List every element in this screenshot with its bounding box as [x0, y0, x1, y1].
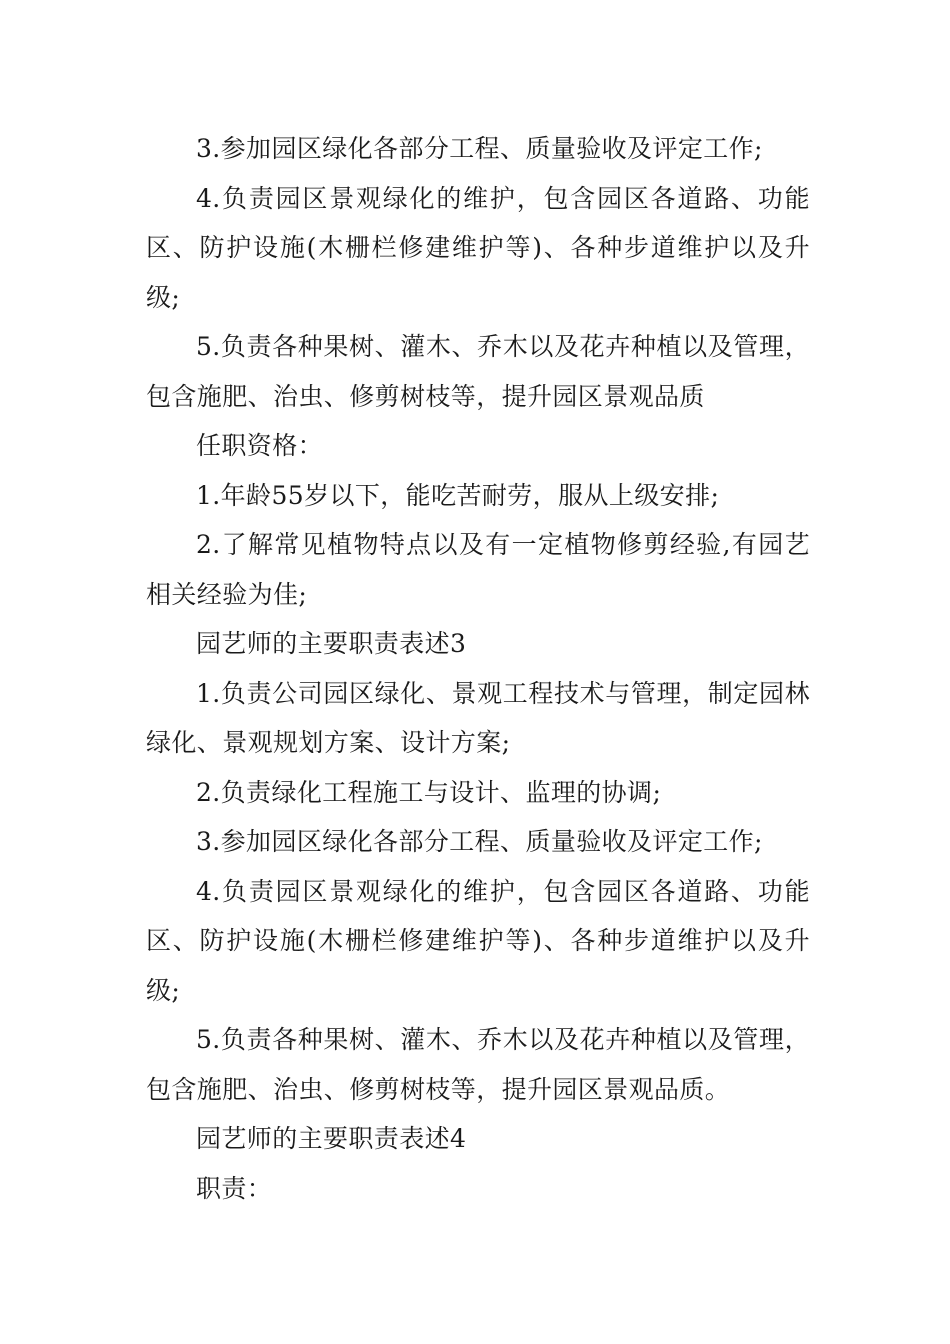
section-heading: 园艺师的主要职责表述3 [196, 629, 467, 658]
paragraph: 3.参加园区绿化各部分工程、质量验收及评定工作; [196, 827, 763, 856]
paragraph: 5.负责各种果树、灌木、乔木以及花卉种植以及管理，包含施肥、治虫、修剪树枝等，提升园区景观品质 [146, 332, 810, 411]
section-heading: 园艺师的主要职责表述4 [196, 1124, 467, 1153]
paragraph: 2.负责绿化工程施工与设计、监理的协调; [196, 777, 662, 807]
paragraph: 4.负责园区景观绿化的维护，包含园区各道路、功能区、防护设施(木栅栏修建维护等)、各种步道维护以及升级; [146, 876, 810, 1005]
paragraph: 1.年龄55岁以下，能吃苦耐劳，服从上级安排; [196, 480, 720, 510]
paragraph: 5.负责各种果树、灌木、乔木以及花卉种植以及管理，包含施肥、治虫、修剪树枝等，提升园区景观品质。 [146, 1025, 810, 1104]
section-label: 职责： [196, 1173, 273, 1203]
paragraph: 2.了解常见植物特点以及有一定植物修剪经验,有园艺相关经验为佳; [146, 530, 810, 609]
paragraph: 1.负责公司园区绿化、景观工程技术与管理，制定园林绿化、景观规划方案、设计方案; [146, 678, 810, 757]
paragraph: 4.负责园区景观绿化的维护，包含园区各道路、功能区、防护设施(木栅栏修建维护等)、各种步道维护以及升级; [146, 183, 810, 312]
paragraph: 3.参加园区绿化各部分工程、质量验收及评定工作; [196, 134, 763, 163]
section-label: 任职资格： [196, 431, 324, 460]
document-body [146, 124, 810, 1213]
